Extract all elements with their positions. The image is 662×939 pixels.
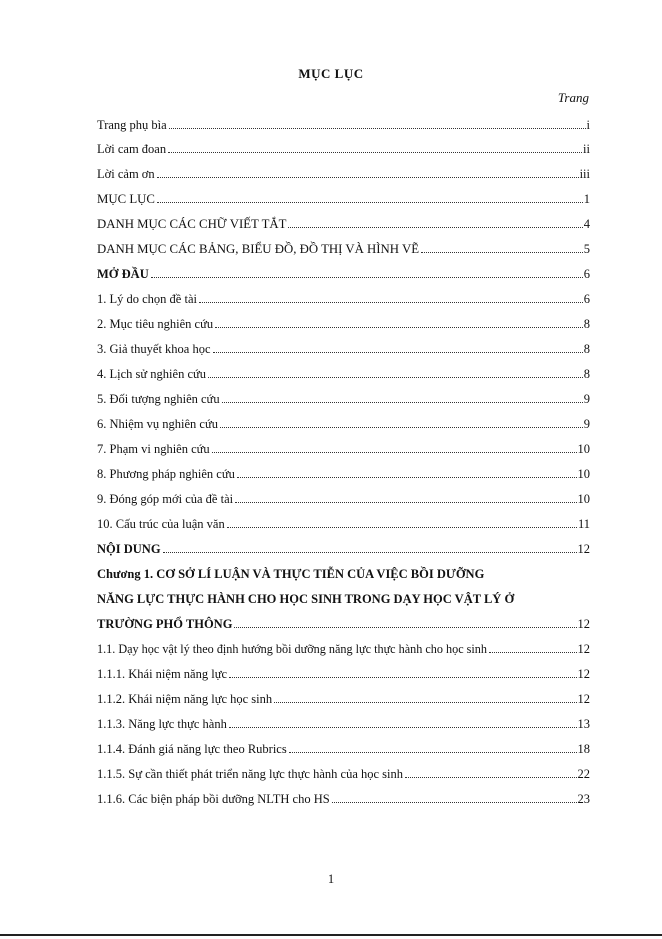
dot-leader xyxy=(229,726,577,728)
toc-entry[interactable] xyxy=(97,184,590,206)
toc-entry[interactable] xyxy=(97,159,590,181)
toc-entry[interactable] xyxy=(97,384,590,406)
dot-leader xyxy=(229,676,576,678)
toc-entry-label: 1.1.4. Đánh giá năng lực theo Rubrics xyxy=(97,742,287,756)
toc-entry-page: 4 xyxy=(583,217,590,231)
dot-leader xyxy=(405,776,576,778)
toc-entry[interactable] xyxy=(97,334,590,356)
toc-entry-page: ii xyxy=(583,142,590,156)
toc-entry-label: 4. Lịch sử nghiên cứu xyxy=(97,367,207,381)
toc-entry-label: Lời cảm ơn xyxy=(97,167,155,181)
toc-entry[interactable] xyxy=(97,434,590,456)
toc-entry-label: 5. Đối tượng nghiên cứu xyxy=(97,392,220,406)
dot-leader xyxy=(157,201,583,203)
dot-leader xyxy=(163,551,577,553)
toc-entry[interactable] xyxy=(97,459,590,481)
dot-leader xyxy=(234,626,576,628)
toc-entry[interactable] xyxy=(97,134,590,156)
toc-entry-page: 12 xyxy=(577,692,590,706)
toc-entry-label: 6. Nhiệm vụ nghiên cứu xyxy=(97,417,218,431)
toc-entry-label: NĂNG LỰC THỰC HÀNH CHO HỌC SINH TRONG DẠY HỌC VẬT LÝ Ở xyxy=(97,592,515,606)
toc-entry-page: i xyxy=(586,118,590,132)
toc-title: MỤC LỤC xyxy=(298,66,364,81)
toc-entry[interactable] xyxy=(97,484,590,506)
toc-entry[interactable] xyxy=(97,284,590,306)
toc-entry-page: 8 xyxy=(583,367,590,381)
toc-entry-page: 5 xyxy=(583,242,590,256)
toc-entry-page: 18 xyxy=(577,742,590,756)
toc-entry[interactable] xyxy=(97,409,590,431)
dot-leader xyxy=(157,176,579,178)
toc-entry-page: 6 xyxy=(583,292,590,306)
toc-entry-label: 1.1. Dạy học vật lý theo định hướng bồi dưỡng năng lực thực hành cho học sinh xyxy=(97,642,487,656)
toc-entry-page: 10 xyxy=(577,442,590,456)
toc-entry-label: DANH MỤC CÁC BẢNG, BIỂU ĐỒ, ĐỒ THỊ VÀ HÌNH VẼ xyxy=(97,242,420,256)
toc-entry[interactable] xyxy=(97,209,590,231)
toc-entry-page: 12 xyxy=(577,542,590,556)
toc-chapter-heading-line[interactable] xyxy=(97,584,590,606)
toc-entry-label: Lời cam đoan xyxy=(97,142,167,156)
toc-entry-label: 3. Giả thuyết khoa học xyxy=(97,342,211,356)
dot-leader xyxy=(220,426,583,428)
toc-entry-label: 1.1.1. Khái niệm năng lực xyxy=(97,667,228,681)
toc-entry-page: 8 xyxy=(583,342,590,356)
dot-leader xyxy=(168,151,582,153)
toc-entry[interactable] xyxy=(97,734,590,756)
dot-leader xyxy=(288,226,582,228)
toc-entry[interactable] xyxy=(97,509,590,531)
toc-entry-page: 8 xyxy=(583,317,590,331)
dot-leader xyxy=(274,701,576,703)
toc-entry-page: 12 xyxy=(577,667,590,681)
toc-entry-label: 8. Phương pháp nghiên cứu xyxy=(97,467,235,481)
toc-entry-page: 23 xyxy=(577,792,590,806)
toc-entry-label: 10. Cấu trúc của luận văn xyxy=(97,517,225,531)
toc-entry-page: 10 xyxy=(577,467,590,481)
dot-leader xyxy=(227,526,577,528)
toc-entry[interactable] xyxy=(97,234,590,256)
toc-entry-page: iii xyxy=(579,167,590,181)
toc-entry-page: 1 xyxy=(583,192,590,206)
page-number: 1 xyxy=(327,872,335,886)
dot-leader xyxy=(489,651,577,653)
toc-entry-label: 9. Đóng góp mới của đề tài xyxy=(97,492,234,506)
toc-entry-label: 2. Mục tiêu nghiên cứu xyxy=(97,317,214,331)
page-column-header: Trang xyxy=(557,90,589,105)
toc-entry[interactable] xyxy=(97,359,590,381)
toc-entry-label: 7. Phạm vi nghiên cứu xyxy=(97,442,210,456)
toc-entry-label: 1.1.5. Sự cần thiết phát triển năng lực thực hành của học sinh xyxy=(97,767,404,781)
dot-leader xyxy=(215,326,583,328)
toc-entry-page: 9 xyxy=(583,417,590,431)
toc-entry-page: 10 xyxy=(577,492,590,506)
toc-entry[interactable] xyxy=(97,634,590,656)
dot-leader xyxy=(199,301,583,303)
dot-leader xyxy=(222,401,583,403)
page-bottom-edge xyxy=(0,934,662,936)
toc-entry[interactable] xyxy=(97,609,590,631)
toc-chapter-heading-line[interactable] xyxy=(97,559,590,581)
toc-entry-page: 12 xyxy=(577,617,590,631)
toc-entry[interactable] xyxy=(97,784,590,806)
dot-leader xyxy=(421,251,583,253)
toc-entry-label: 1.1.3. Năng lực thực hành xyxy=(97,717,227,731)
toc-entry[interactable] xyxy=(97,110,590,132)
toc-entry-page: 6 xyxy=(583,267,590,281)
toc-entry[interactable] xyxy=(97,259,590,281)
dot-leader xyxy=(212,451,577,453)
toc-entry-page: 11 xyxy=(577,517,590,531)
toc-entry-label: 1.1.2. Khái niệm năng lực học sinh xyxy=(97,692,273,706)
toc-entry-label: DANH MỤC CÁC CHỮ VIẾT TẮT xyxy=(97,217,287,231)
dot-leader xyxy=(213,351,583,353)
dot-leader xyxy=(237,476,577,478)
toc-entry-label: Trang phụ bìa xyxy=(97,118,167,132)
dot-leader xyxy=(289,751,577,753)
toc-entry[interactable] xyxy=(97,684,590,706)
dot-leader xyxy=(169,127,586,129)
toc-entry-label: TRƯỜNG PHỔ THÔNG xyxy=(97,617,233,631)
toc-entry-label: MỞ ĐẦU xyxy=(97,267,149,281)
toc-entry-page: 9 xyxy=(583,392,590,406)
toc-entry-label: 1.1.6. Các biện pháp bồi dưỡng NLTH cho HS xyxy=(97,792,330,806)
toc-entry-label: Chương 1. CƠ SỞ LÍ LUẬN VÀ THỰC TIỄN CỦA VIỆC BỒI DƯỠNG xyxy=(97,567,485,581)
toc-entry[interactable] xyxy=(97,659,590,681)
toc-entry-page: 13 xyxy=(577,717,590,731)
toc-entry-label: NỘI DUNG xyxy=(97,542,161,556)
toc-entry[interactable] xyxy=(97,309,590,331)
dot-leader xyxy=(208,376,583,378)
toc-entry-label: 1. Lý do chọn đề tài xyxy=(97,292,197,306)
toc-entry-label: MỤC LỤC xyxy=(97,192,155,206)
toc-entry-page: 22 xyxy=(577,767,590,781)
dot-leader xyxy=(151,276,583,278)
toc-entry-page: 12 xyxy=(577,642,590,656)
dot-leader xyxy=(235,501,576,503)
dot-leader xyxy=(332,801,577,803)
toc-entry[interactable] xyxy=(97,534,590,556)
toc-entry[interactable] xyxy=(97,759,590,781)
toc-entry[interactable] xyxy=(97,709,590,731)
